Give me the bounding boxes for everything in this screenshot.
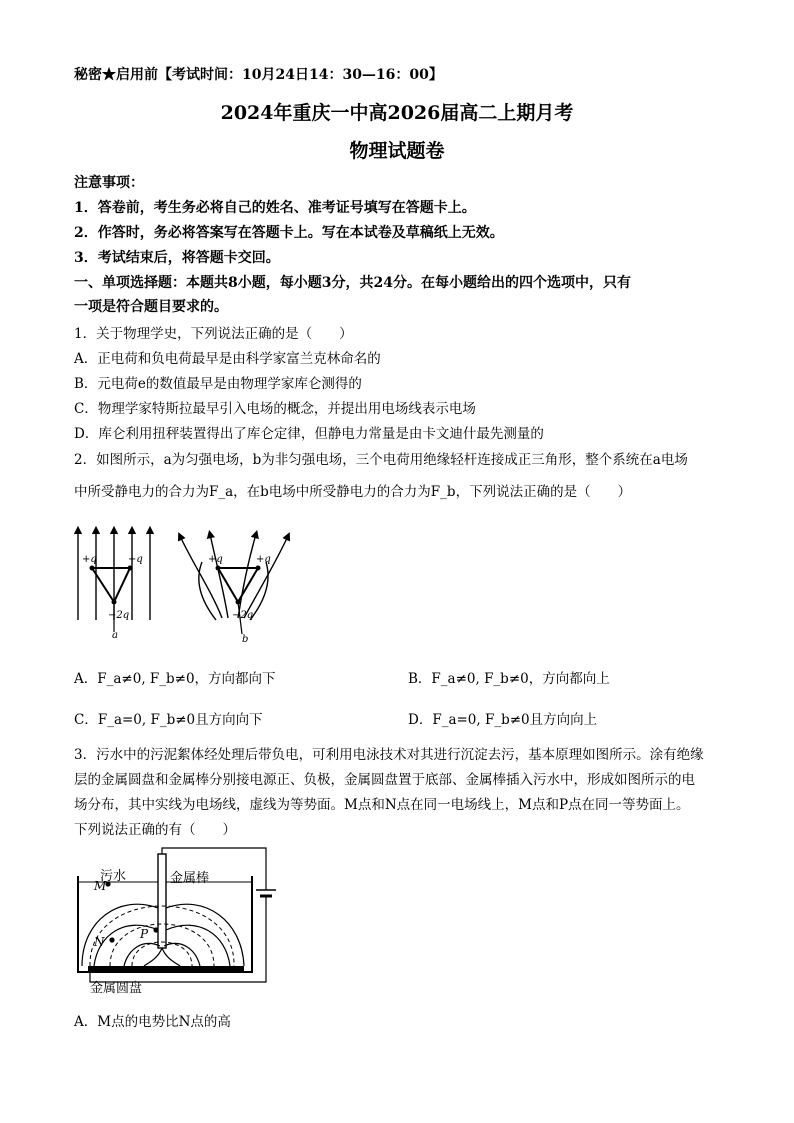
q1-option-d: D．库仑利用扭秤装置得出了库仑定律，但静电力常量是由卡文迪什最先测量的: [74, 426, 544, 442]
figure-label-a: a: [112, 630, 118, 640]
q2-option-b: B．F_a≠0, F_b≠0，方向都向上: [408, 671, 610, 687]
section-heading: 一、单项选择题：本题共8小题，每小题3分，共24分。在每小题给出的四个选项中，只有: [74, 275, 631, 291]
disk-label: 金属圆盘: [90, 981, 143, 996]
q2-stem: 2．如图所示，a为匀强电场，b为非匀强电场，三个电荷用绝缘轻杆连接成正三角形，整个系统在a电场: [74, 452, 688, 468]
q1-option-b: B．元电荷e的数值最早是由物理学家库仑测得的: [74, 376, 362, 392]
water-label: 污水: [100, 869, 127, 884]
point-n-label: N: [94, 935, 105, 949]
q2-option-c: C．F_a=0, F_b≠0且方向向下: [74, 712, 263, 728]
q1-option-a: A．正电荷和负电荷最早是由科学家富兰克林命名的: [74, 351, 381, 367]
q3-stem-cont: 下列说法正确的有（ ）: [74, 822, 236, 838]
q2-figure-b: [172, 522, 302, 644]
q2-stem-cont: 中所受静电力的合力为F_a，在b电场中所受静电力的合力为F_b，下列说法正确的是（ ）: [74, 484, 632, 500]
q1-option-c: C．物理学家特斯拉最早引入电场的概念，并提出用电场线表示电场: [74, 401, 476, 417]
point-p-label: P: [140, 927, 149, 941]
charge-label: +q: [256, 554, 271, 565]
note-item: 1．答卷前，考生务必将自己的姓名、准考证号填写在答题卡上。: [74, 200, 476, 216]
q3-stem: 3．污水中的污泥絮体经处理后带负电，可利用电泳技术对其进行沉淀去污，基本原理如图所示。涂有绝缘: [74, 747, 704, 763]
q1-stem: 1．关于物理学史，下列说法正确的是（ ）: [74, 326, 353, 342]
metal-rod: [158, 854, 166, 948]
point-m-label: M: [94, 879, 107, 893]
charge-label: +q: [128, 554, 143, 565]
note-item: 3．考试结束后，将答题卡交回。: [74, 250, 280, 266]
figure-label-b: b: [242, 634, 249, 644]
charge-label: −2q: [232, 610, 254, 621]
nonuniform-field-lines: [180, 534, 288, 620]
q3-stem-cont: 场分布，其中实线为电场线，虚线为等势面。M点和N点在同一电场线上，M点和P点在同一等势面上。: [74, 797, 690, 813]
exam-subtitle: 物理试题卷: [349, 140, 445, 162]
section-heading-cont: 一项是符合题目要求的。: [74, 299, 228, 315]
q3-option-a: A．M点的电势比N点的高: [74, 1014, 231, 1030]
charge-triangle: [92, 568, 130, 602]
exam-title: 2024年重庆一中高2026届高二上期月考: [220, 102, 574, 124]
q3-stem-cont: 层的金属圆盘和金属棒分别接电源正、负极，金属圆盘置于底部、金属棒插入污水中，形成如图所示的电: [74, 772, 695, 788]
q3-figure: [70, 846, 280, 996]
secret-line: 秘密★启用前【考试时间：10月24日14：30—16：00】: [74, 67, 443, 83]
q2-option-d: D．F_a=0, F_b≠0且方向向上: [408, 712, 598, 728]
note-item: 2．作答时，务必将答案写在答题卡上。写在本试卷及草稿纸上无效。: [74, 225, 504, 241]
rod-label: 金属棒: [170, 871, 210, 886]
q2-figure-a: [70, 522, 160, 640]
charge-label: −2q: [108, 610, 130, 621]
notes-heading: 注意事项：: [74, 175, 144, 191]
q2-option-a: A．F_a≠0, F_b≠0，方向都向下: [74, 671, 276, 687]
charge-label: +q: [208, 554, 223, 565]
charge-label: +q: [82, 554, 97, 565]
metal-disk: [88, 966, 244, 972]
